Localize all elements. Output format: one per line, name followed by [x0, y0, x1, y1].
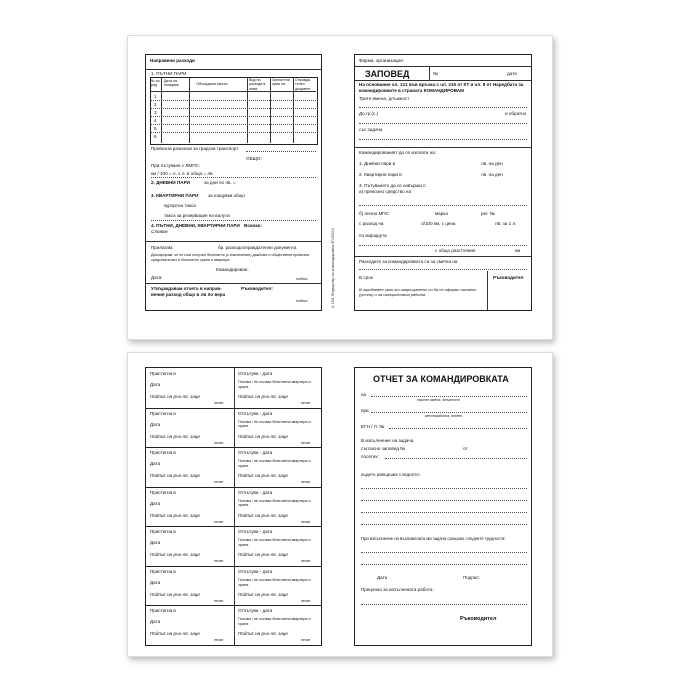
attach-rest: бр. разходооправдателни документа: [218, 245, 297, 250]
left-label: Отпътува - дата: [238, 450, 273, 456]
expenses-form: [145, 54, 322, 311]
sec3-rest: за нощувки общо: [208, 193, 245, 198]
fuel-rest: л/100 км, с цена: [421, 221, 456, 226]
left-label: Отпътува - дата: [238, 568, 273, 574]
report-proposals: При изпълнение на възложената ми задача срещнах следните трудности:: [361, 536, 506, 541]
signature-label: Подпис на рък-ля, заце: [150, 591, 200, 597]
km-label: км: [515, 248, 521, 253]
signature-label: Подпис на рък-ля, заце: [238, 552, 288, 558]
stamp-block: [146, 566, 321, 607]
order-form: [354, 54, 532, 311]
report-sign: Подпис:: [463, 575, 481, 580]
used-label: Ползва / не ползва безплатна квартира и храна: [238, 419, 311, 429]
used-label: Ползва / не ползва безплатна квартира и храна: [238, 538, 311, 548]
deadline-note: В тридневен срок от завръщането си да се оформи писмено (устно) и на извършената работа: [359, 287, 477, 297]
report-manager: Ръководител: [460, 616, 497, 622]
signature-label: Подпис на рък-ля, заце: [150, 433, 200, 439]
side-code: А 154 Формуляр за командировка ФУ/2024: [330, 228, 335, 308]
left-label: Отпътува - дата: [238, 608, 273, 614]
distance-label: с общо разстояние: [435, 248, 476, 253]
deadline-label: В срок: [359, 275, 373, 280]
date-label: Дата: [150, 461, 161, 467]
left-label: Отпътува - дата: [238, 529, 273, 535]
seal-label: печат: [214, 559, 224, 564]
report-date: Дата: [377, 575, 388, 580]
row-num: 3: [154, 110, 157, 115]
transport-line: Превозни разноски за градски транспорт: [151, 146, 239, 151]
p2-rest: лв. на ден: [481, 172, 503, 177]
seal-label: печат: [214, 480, 224, 485]
seal-label: печат: [301, 598, 311, 603]
arrived-label: Пристигна в: [150, 608, 176, 614]
reg-label: рег. №: [481, 211, 495, 216]
col-no: № по ред: [151, 79, 160, 88]
row-num: 2: [154, 102, 157, 107]
arrived-label: Пристигна в: [150, 489, 176, 495]
sec2-label: 2. ДНЕВНИ ПАРИ: [151, 180, 190, 185]
and-back: и обратно: [505, 111, 527, 116]
signature-label: Подпис на рък-ля, заце: [150, 631, 200, 637]
expenses-title: Направени разходи: [150, 58, 195, 63]
seal-label: печат: [301, 559, 311, 564]
col-date: Дата на плащане: [164, 79, 179, 88]
row-num: 6: [154, 134, 157, 139]
km-line: км / 100 = л. x л. в общо = лв.: [151, 171, 214, 176]
row-num: 4: [154, 118, 157, 123]
left-label: Отпътува - дата: [238, 489, 273, 495]
p3b-label: б) лично МПС: [359, 211, 389, 216]
task-label: със задача: [359, 127, 383, 132]
date-label: Дата: [150, 579, 161, 585]
seal-label: печат: [214, 519, 224, 524]
arrived-label: Пристигна в: [150, 568, 176, 574]
top-sheet: [127, 35, 553, 340]
at-hint: месторабота, отдел: [425, 414, 462, 418]
commanded-label: Командирован:: [216, 267, 249, 272]
date-label: Дата: [150, 619, 161, 625]
seal-label: печат: [214, 440, 224, 445]
sec2-rest: за дни по лв. =: [204, 180, 236, 185]
col-doc: Оправда- телен документ: [295, 78, 311, 91]
signature-label: Подпис на рък-ля, заце: [150, 512, 200, 518]
order-no: №: [433, 71, 438, 76]
name-label: Трите имена, длъжност: [359, 96, 410, 101]
stamp-block: [146, 605, 321, 646]
report-done: където извърших следното:: [361, 472, 421, 477]
signature-label: Подпис на рък-ля, заце: [238, 591, 288, 597]
col-transport: Вид на разхода в лева: [249, 78, 266, 91]
costs-label: Разходите за командировката са за сметка на: [359, 259, 458, 264]
stamp-block: [146, 487, 321, 528]
used-label: Ползва / не ползва безплатна квартира и храна: [238, 498, 311, 508]
seal-label: печат: [301, 480, 311, 485]
reservation-fee: такса за резервация на валута: [164, 213, 230, 218]
report-eval: Преценка за изпълнената работа:: [361, 587, 434, 592]
date-label: Дата: [150, 382, 161, 387]
signature-label: Подпис на рък-ля, заце: [238, 473, 288, 479]
seal-label: печат: [301, 401, 311, 405]
seal-label: печат: [301, 440, 311, 445]
report-exec: В изпълнение на задача,: [361, 438, 415, 443]
stamp-block: [146, 447, 321, 488]
signature-label: Подпис на рък-ля, заце: [150, 552, 200, 558]
signature-label: Подпис на рък-ля, заце: [238, 512, 288, 518]
total-label: ОБЩО:: [246, 156, 262, 161]
col-sum: Заплатена сума лв.: [272, 78, 290, 87]
seal-label: печат: [214, 401, 224, 405]
manager-label: Ръководител:: [241, 286, 273, 291]
stamp-block: [146, 526, 321, 567]
stamp-block: [146, 368, 321, 409]
signature-label: Подпис на рък-ля, заце: [238, 631, 288, 637]
approved-text: Утвърждавам отчета в направ- вения разход общо в лв по вера: [151, 286, 226, 297]
seal-label: печат: [301, 638, 311, 643]
row-num: 1: [154, 94, 157, 99]
report-title: ОТЧЕТ ЗА КОМАНДИРОВКАТА: [373, 374, 509, 384]
route-label: по маршрута: [359, 233, 387, 238]
date-label: Дата: [150, 540, 161, 546]
row-num: 5: [154, 126, 157, 131]
arrived-label: Пристигна в: [150, 450, 176, 456]
sec4-label: 4. ПЪТНИ, ДНЕВНИ, КВАРТИРНИ ПАРИ: [151, 223, 240, 228]
report-order-from: от: [463, 446, 468, 451]
from-hint: трите имена, длъжност: [417, 398, 460, 402]
order-date: дата: [507, 71, 517, 76]
p3-label: 3. Пътуването да се извърши с:: [359, 183, 427, 188]
sign-hint: подпис: [296, 299, 308, 303]
p2-label: 2. Квартирни пари в: [359, 172, 402, 177]
attach-label: Прилагам:: [151, 245, 174, 250]
seal-label: печат: [214, 598, 224, 603]
bottom-sheet: [127, 352, 553, 657]
used-label: Ползва / не ползва безплатна квартира и храна: [238, 577, 311, 587]
arrived-label: Пристигна в: [150, 529, 176, 535]
model-label: марка: [435, 211, 448, 216]
left-label: Отпътува - дата: [238, 371, 273, 376]
basis-text: На основание чл. 121 във връзка с чл. 215 от КТ и чл. 8 от Наредбата за командировките в страната КОМАНДИРОВАМ: [359, 82, 524, 93]
to-pay-label: Командированият да се изплати на:: [359, 150, 436, 155]
signature-label: Подпис на рък-ля, заце: [150, 473, 200, 479]
order-manager: Ръководител: [493, 275, 524, 280]
signature-label: Подпис на рък-ля, заце: [238, 433, 288, 439]
p1-label: 1. Дневни пари в: [359, 161, 396, 166]
report-visited: посетих:: [361, 454, 379, 459]
stamp-block: [146, 408, 321, 449]
p1-rest: лв. на ден: [481, 161, 503, 166]
order-title: ЗАПОВЕД: [365, 69, 410, 79]
arrived-label: Пристигна в: [150, 371, 176, 376]
fuel-label: с разход на: [359, 221, 384, 226]
col-route: Обхождани места: [196, 82, 228, 86]
stamps-table: [145, 367, 322, 646]
report-order: съгласно заповед №: [361, 446, 406, 451]
date-label: Дата: [150, 500, 161, 506]
date-label: Дата: [150, 421, 161, 427]
sec4-sub: Словом: [151, 229, 168, 234]
used-label: Ползва / не ползва безплатна квартира и храна: [238, 380, 311, 389]
courier-fee: курортна такса: [164, 203, 196, 208]
sec4-total: Всичко:: [244, 223, 262, 228]
report-egn: ЕГН / Л. №: [361, 424, 385, 429]
report-at: при: [361, 408, 369, 413]
company-label: Фирма, организация:: [359, 58, 404, 63]
used-label: Ползва / не ползва безплатна квартира и храна: [238, 459, 311, 468]
from-label: До гр.(с.): [359, 111, 379, 116]
arrived-label: Пристигна в: [150, 410, 176, 416]
signature-label: Подпис на рък-ля, заце: [150, 394, 200, 399]
report-from: на: [361, 392, 367, 397]
sec3-label: 3. КВАРТИРНИ ПАРИ: [151, 193, 199, 198]
sign-hint: подпис: [296, 277, 308, 281]
signature-label: Подпис на рък-ля, заце: [238, 394, 288, 399]
report-form: [354, 367, 532, 646]
used-label: Ползва / не ползва безплатна квартира и храна: [238, 617, 311, 627]
declaration: Декларирам, че не съм получил безплатно (с изключение) дажбово и обществени превозни средства власт и безплатно храна и квартира: [151, 253, 310, 262]
seal-label: печат: [301, 519, 311, 524]
per-l: лв. за 1 л.: [495, 221, 517, 226]
seal-label: печат: [214, 638, 224, 643]
sec1-label: 1. ПЪТНИ ПАРИ: [151, 71, 187, 76]
left-label: Отпътува - дата: [238, 410, 273, 416]
date-label: Дата:: [151, 275, 163, 280]
p3a-label: а) превозно средство на: [359, 189, 412, 194]
mps-line: При пътуване с ЛМПС:: [151, 163, 201, 168]
